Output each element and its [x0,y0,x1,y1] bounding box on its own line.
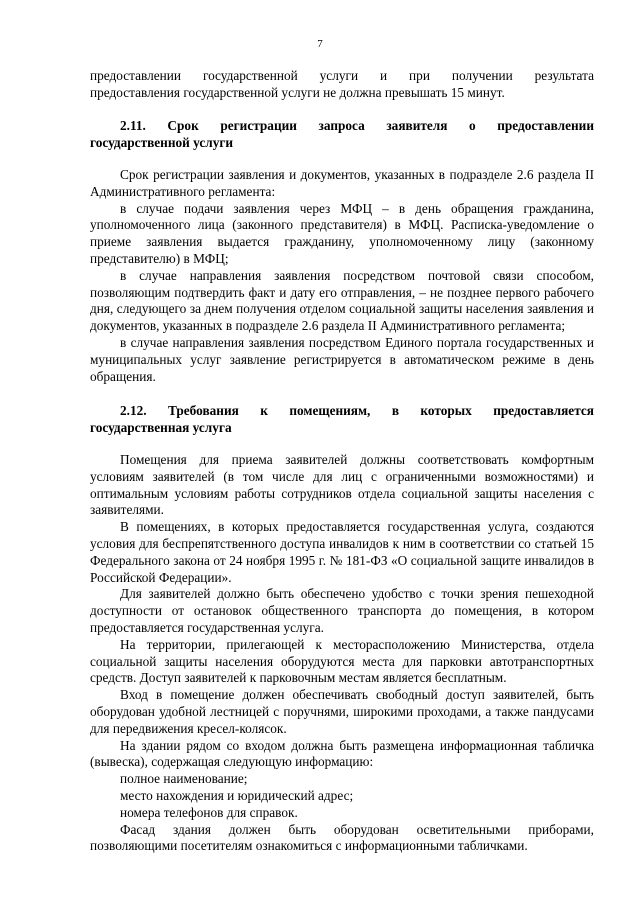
paragraph: Помещения для приема заявителей должны соответствовать комфортным условиям заявителей (в том числе для лиц с ограниченными возможностями) и оптимальным условиям работы сотрудников отдела социальной защиты населения с заявителями. [90,452,594,518]
section-2-12-heading [90,403,594,437]
list-item: место нахождения и юридический адрес; [120,787,354,803]
paragraph: В помещениях, в которых предоставляется государственная услуга, создаются условия для беспрепятственного доступа инвалидов к ним в соответствии со статьей 15 Федерального закона от 24 ноября 1995 г. № 181-ФЗ «О социальной защите инвалидов в Российской Федерации». [90,519,594,585]
section-2-12-heading-line-2: государственная услуга [90,419,232,435]
paragraph: в случае направления заявления посредством почтовой связи способом, позволяющим подтвердить факт и дату его отправления, – не позднее первого рабочего дня, следующего за днем получения отделом социальной защиты населения заявления и документов, указанных в подразделе 2.6 раздела II Административного регламента; [90,267,594,334]
paragraph: Вход в помещение должен обеспечивать свободный доступ заявителей, быть оборудован удобной лестницей с поручнями, широкими проходами, а также пандусами для передвижения кресел-колясок. [90,687,594,736]
section-2-12-body [90,452,594,855]
continued-text-line-2: предоставления государственной услуги не должна превышать 15 минут. [90,84,505,100]
section-2-11-heading-line-2: государственной услуги [90,134,234,150]
paragraph: Срок регистрации заявления и документов, указанных в подразделе 2.6 раздела II Административного регламента: [90,167,594,199]
paragraph: На территории, прилегающей к месторасположению Министерства, отдела социальной защиты населения оборудуются места для парковки автотранспортных средств. Доступ заявителей к парковочным местам является бесплатным. [90,636,594,686]
continued-text-line-1: предоставлении государственной услуги и при получении результата [90,68,594,83]
paragraph: в случае подачи заявления через МФЦ – в день обращения гражданина, уполномоченного лица (законного представителя) в МФЦ. Расписка-уведомление о приеме заявления выдается гражданину, уполномоченному лицу (законному представителю) в МФЦ; [90,200,594,266]
list-item: номера телефонов для справок. [120,804,298,820]
section-2-11-body [90,167,594,385]
section-2-12-heading-line-1: 2.12. Требования к помещениям, в которых предоставляется [120,403,594,418]
paragraph: На здании рядом со входом должна быть размещена информационная табличка (вывеска), содержащая следующую информацию: [90,737,594,770]
page-number: 7 [317,38,323,50]
section-2-11-heading-line-1: 2.11. Срок регистрации запроса заявителя о предоставлении [120,118,594,133]
section-2-11-heading [90,118,594,152]
paragraph: Фасад здания должен быть оборудован осветительными приборами, позволяющими посетителям ознакомиться с информационными табличками. [90,821,594,854]
paragraph: Для заявителей должно быть обеспечено удобство с точки зрения пешеходной доступности от остановок общественного транспорта до помещения, в котором предоставляется государственная услуга. [90,586,594,635]
continued-text [90,68,594,102]
paragraph: в случае направления заявления посредством Единого портала государственных и муниципальных услуг заявление регистрируется в автоматическом режиме в день обращения. [90,334,594,384]
list-item: полное наименование; [120,771,248,787]
